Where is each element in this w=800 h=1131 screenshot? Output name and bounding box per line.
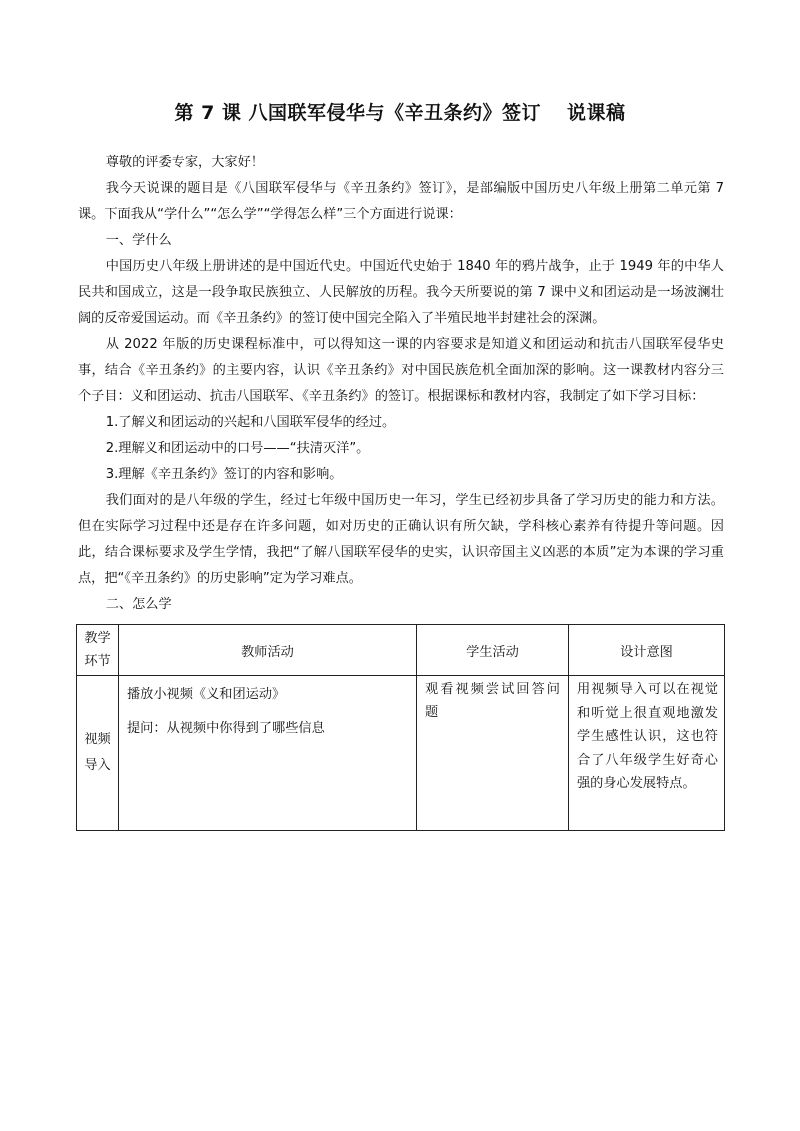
design-intent-cell: 用视频导入可以在视觉和听觉上很直观地激发学生感性认识，这也符合了八年级学生好奇心强的身心发展特点。: [569, 676, 725, 831]
page-title: [0, 98, 800, 125]
document-body: [78, 150, 724, 618]
header-intent: 设计意图: [569, 625, 725, 676]
table-header-row: [77, 625, 725, 676]
goal-item: 1.了解义和团运动的兴起和八国联军侵华的经过。: [105, 415, 396, 430]
teacher-activity-cell: [119, 676, 417, 831]
paragraph-greeting: 尊敬的评委专家，大家好！: [105, 155, 264, 170]
goal-item: 2.理解义和团运动中的口号——“扶清灭洋”。: [105, 441, 370, 456]
stage-cell: 视频导入: [77, 676, 119, 831]
section-heading-what: 一、学什么: [105, 233, 172, 248]
table-row: [77, 676, 725, 831]
title-suffix: 说课稿: [567, 102, 626, 124]
student-activity-cell: 观看视频尝试回答问题: [417, 676, 569, 831]
header-student: 学生活动: [417, 625, 569, 676]
teacher-activity-line: 提问：从视频中你得到了哪些信息: [127, 721, 325, 736]
title-main: 第 7 课 八国联军侵华与《辛丑条约》签订: [174, 102, 542, 124]
header-stage: 教学环节: [77, 625, 119, 676]
paragraph-intro: 我今天说课的题目是《八国联军侵华与《辛丑条约》签订》，是部编版中国历史八年级上册第二单元第 7 课。下面我从“学什么”“怎么学”“学得怎么样”三个方面进行说课：: [78, 181, 724, 222]
paragraph-learners: 我们面对的是八年级的学生，经过七年级中国历史一年习，学生已经初步具备了学习历史的能力和方法。但在实际学习过程中还是存在许多问题，如对历史的正确认识有所欠缺，学科核心素养有待提升等问题。因此，结合课标要求及学生学情，我把“了解八国联军侵华的史实，认识帝国主义凶恶的本质”定为本课的学习重点，把“《辛丑条约》的历史影响”定为学习难点。: [78, 493, 724, 586]
paragraph-standards: 从 2022 年版的历史课程标准中，可以得知这一课的内容要求是知道义和团运动和抗击八国联军侵华史事，结合《辛丑条约》的主要内容，认识《辛丑条约》对中国民族危机全面加深的影响。这一课教材内容分三个子目：义和团运动、抗击八国联军、《辛丑条约》的签订。根据课标和教材内容，我制定了如下学习目标：: [78, 337, 724, 404]
goal-item: 3.理解《辛丑条约》签订的内容和影响。: [105, 467, 343, 482]
teacher-activity-line: 播放小视频《义和团运动》: [127, 687, 286, 702]
lesson-plan-table: [76, 624, 725, 831]
section-heading-how: 二、怎么学: [105, 597, 172, 612]
paragraph-background: 中国历史八年级上册讲述的是中国近代史。中国近代史始于 1840 年的鸦片战争，止于 1949 年的中华人民共和国成立，这是一段争取民族独立、人民解放的历程。我今天所要说的第 7 课中义和团运动是一场波澜壮阔的反帝爱国运动。而《辛丑条约》的签订使中国完全陷入了半殖民地半封建社会的深渊。: [78, 259, 724, 326]
header-teacher: 教师活动: [119, 625, 417, 676]
